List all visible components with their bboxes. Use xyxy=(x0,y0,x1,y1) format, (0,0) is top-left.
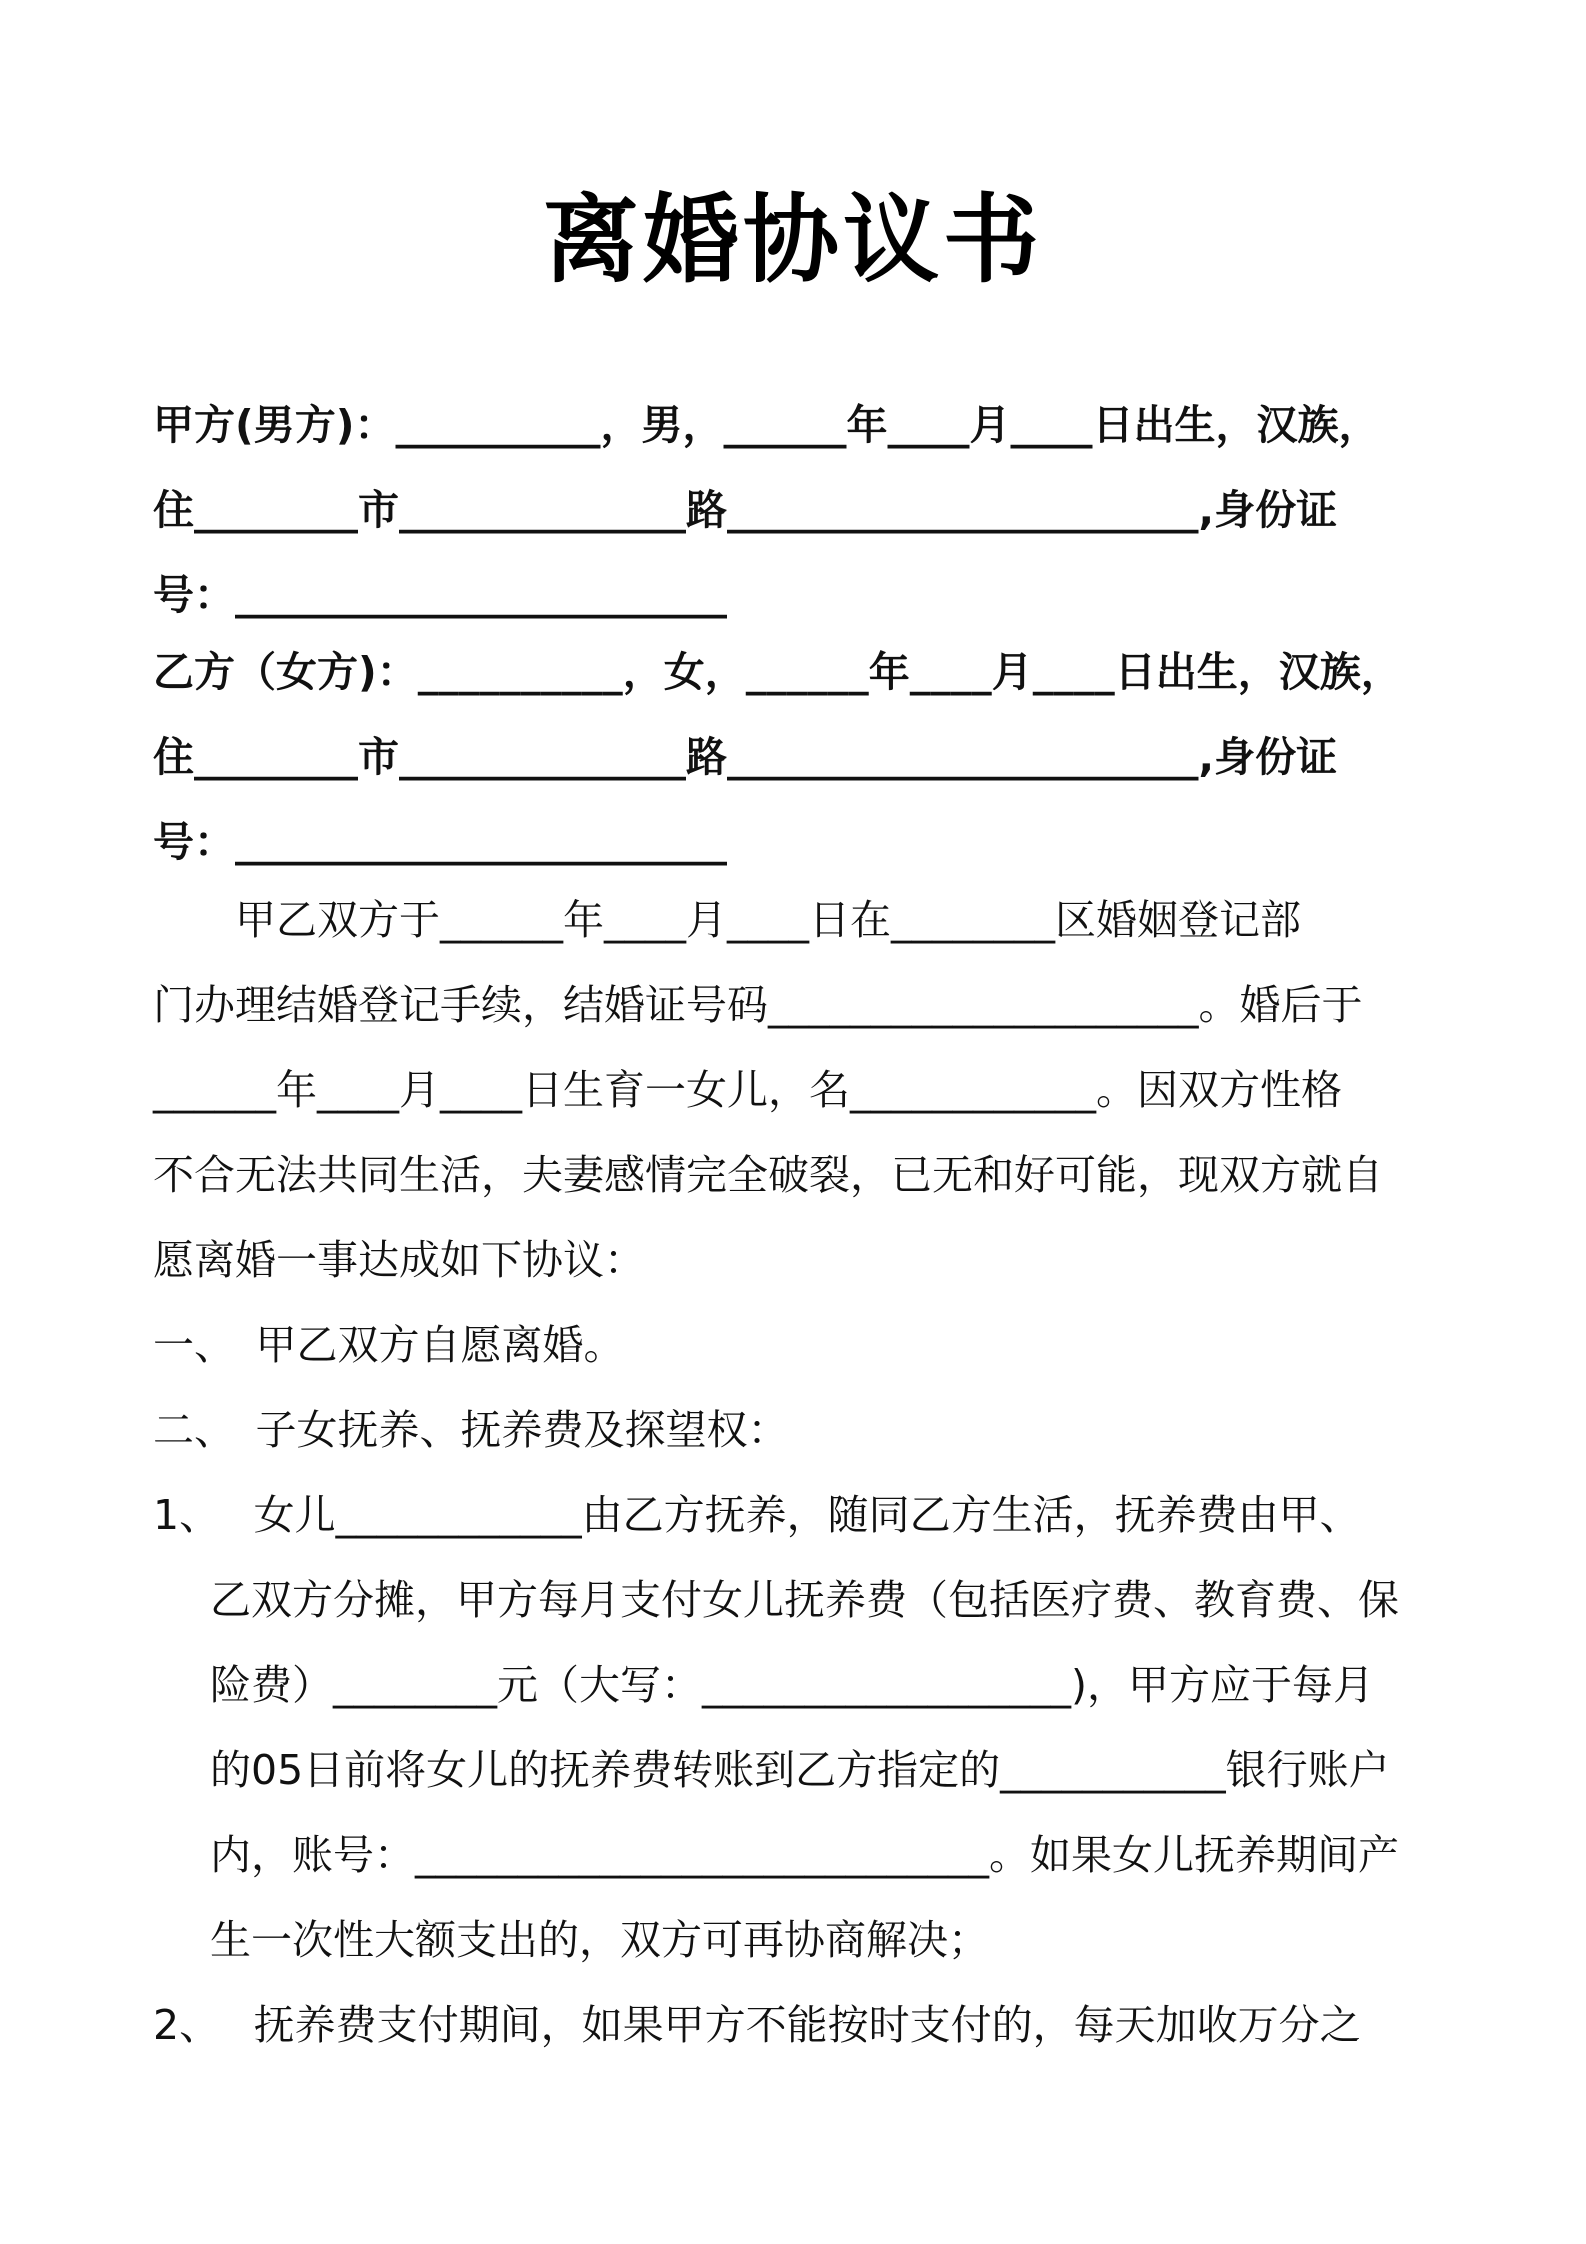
party-b-line-2: 住________市______________路_______________________,身份证 xyxy=(153,733,1338,781)
body-line-1: 甲乙双方于______年____月____日在________区婚姻登记部 xyxy=(153,896,1301,944)
clause-one: 一、 甲乙双方自愿离婚。 xyxy=(153,1321,625,1369)
party-b-line-3: 号：________________________ xyxy=(153,818,727,866)
clause-two-item-2-line-1: 2、 抚养费支付期间，如果甲方不能按时支付的，每天加收万分之 xyxy=(153,2001,1361,2049)
body-line-2: 门办理结婚登记手续，结婚证号码_____________________。婚后于 xyxy=(153,981,1363,1029)
body-line-5: 愿离婚一事达成如下协议： xyxy=(153,1236,645,1284)
clause-two-item-1-line-2: 乙双方分摊，甲方每月支付女儿抚养费（包括医疗费、教育费、保 xyxy=(210,1576,1399,1624)
clause-two-item-1-line-5: 内，账号：____________________________。如果女儿抚养期间产 xyxy=(210,1831,1399,1879)
party-a-line-3: 号：________________________ xyxy=(153,571,727,619)
clause-two-item-1-line-6: 生一次性大额支出的，双方可再协商解决； xyxy=(210,1916,989,1964)
document-title: 离婚协议书 xyxy=(543,184,1043,296)
clause-two-item-1-line-4: 的05日前将女儿的抚养费转账到乙方指定的___________银行账户 xyxy=(210,1746,1390,1794)
body-line-4: 不合无法共同生活，夫妻感情完全破裂，已无和好可能，现双方就自 xyxy=(153,1151,1383,1199)
party-a-line-2: 住________市______________路_______________________,身份证 xyxy=(153,486,1338,534)
clause-two: 二、 子女抚养、抚养费及探望权： xyxy=(153,1406,789,1454)
body-line-3: ______年____月____日生育一女儿，名____________。因双方性格 xyxy=(153,1066,1342,1114)
party-b-line-1: 乙方（女方)：__________，女，______年____月____日出生，汉族， xyxy=(153,648,1402,696)
party-a-line-1: 甲方(男方)：__________，男，______年____月____日出生，汉族， xyxy=(153,401,1380,449)
clause-two-item-1-line-1: 1、 女儿____________由乙方抚养，随同乙方生活，抚养费由甲、 xyxy=(153,1491,1361,1539)
clause-two-item-1-line-3: 险费）________元（大写：__________________)，甲方应于每月 xyxy=(210,1661,1374,1709)
